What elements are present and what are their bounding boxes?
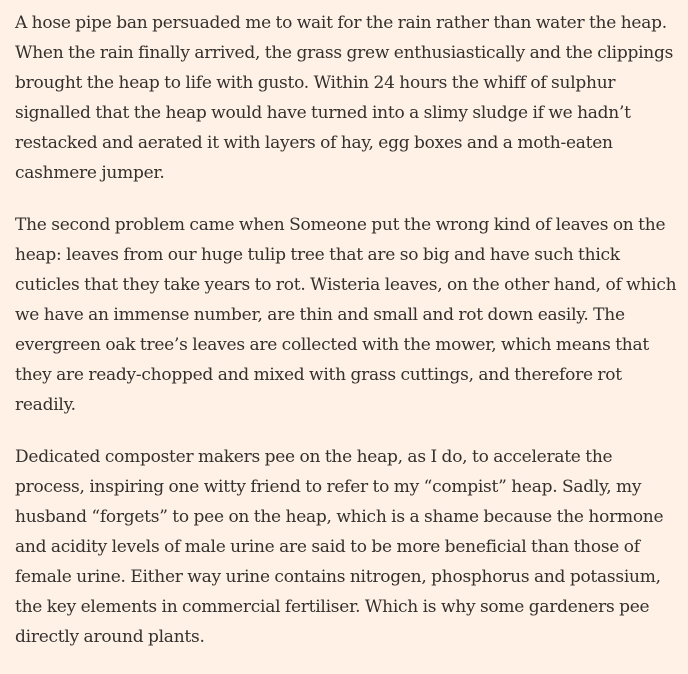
article-body xyxy=(15,8,677,674)
article-paragraph-2: The second problem came when Someone put the wrong kind of leaves on the heap: leaves from our huge tulip tree that are so big and have such thick cuticles that they take years to rot. Wisteria leaves, on the other hand, of which we have an immense number, are thin and small and rot down easily. The evergreen oak tree’s leaves are collected with the mower, which means that they are ready-chopped and mixed with grass cuttings, and therefore rot readily. xyxy=(15,215,677,415)
article-paragraph-1: A hose pipe ban persuaded me to wait for the rain rather than water the heap. When the rain finally arrived, the grass grew enthusiastically and the clippings brought the heap to life with gusto. Within 24 hours the whiff of sulphur signalled that the heap would have turned into a slimy sludge if we hadn’t restacked and aerated it with layers of hay, egg boxes and a moth-eaten cashmere jumper. xyxy=(15,13,674,183)
article-paragraph-3: Dedicated composter makers pee on the heap, as I do, to accelerate the process, inspiring one witty friend to refer to my “compist” heap. Sadly, my husband “forgets” to pee on the heap, which is a shame because the hormone and acidity levels of male urine are said to be more beneficial than those of female urine. Either way urine contains nitrogen, phosphorus and potassium, the key elements in commercial fertiliser. Which is why some gardeners pee directly around plants. xyxy=(15,447,664,647)
